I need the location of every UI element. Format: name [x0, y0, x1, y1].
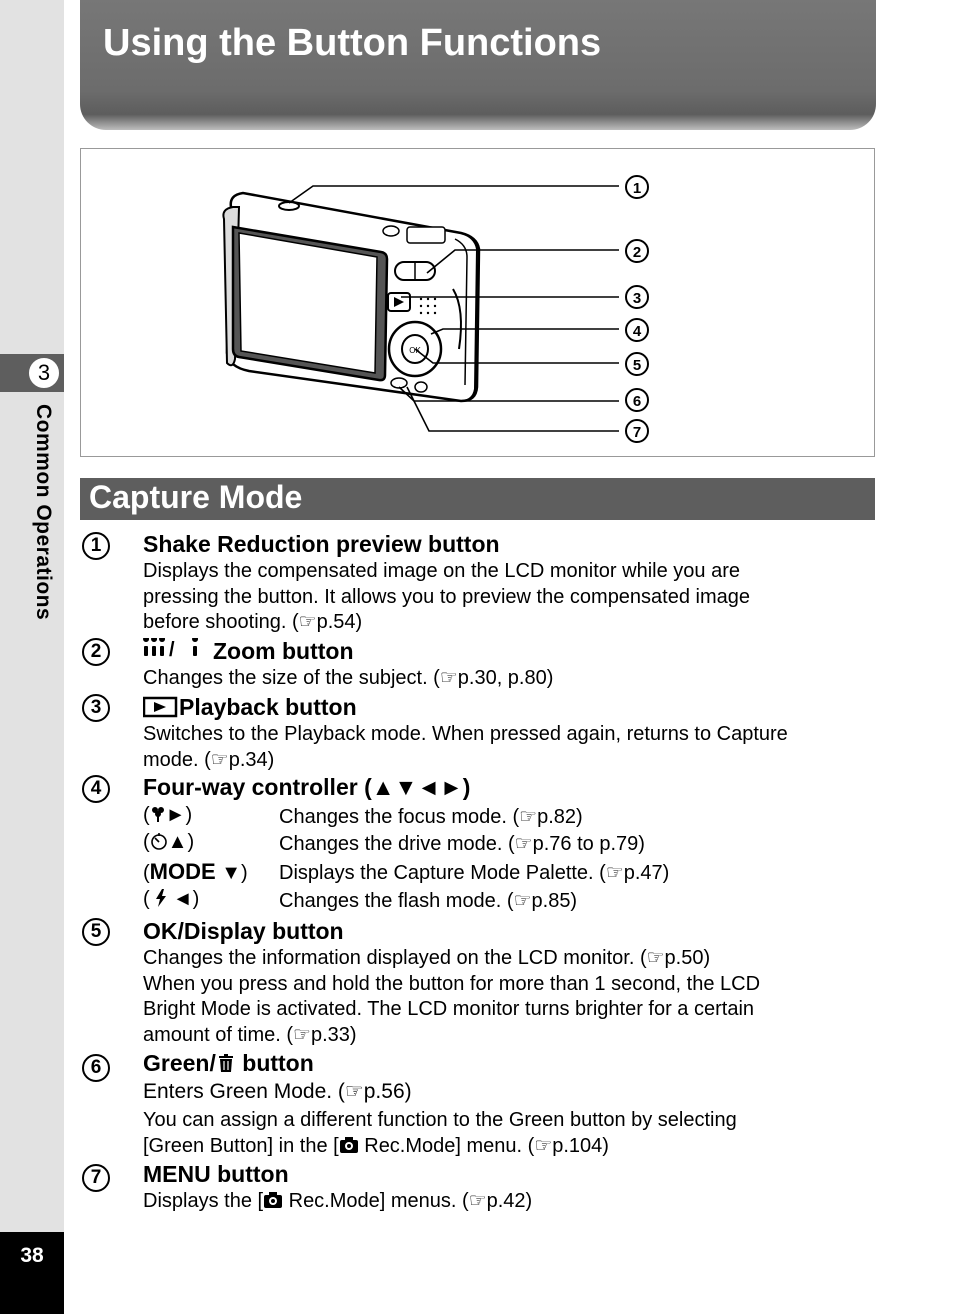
item-body-green-b: You can assign a different function to the Green button by selecting [Green Button] in the [ Rec.Mode] menu. (☞p.104) — [143, 1109, 737, 1157]
header-banner — [80, 0, 876, 130]
callout-2: 2 — [632, 244, 642, 261]
flash-icon — [155, 889, 167, 907]
callout-5: 5 — [632, 357, 642, 374]
wide-tele-icon — [143, 638, 213, 662]
item-title-four-way: Four-way controller (▲▼◄►) — [143, 774, 471, 800]
control-key-timer: ( ▲) — [143, 831, 195, 853]
item-number-4: 4 — [82, 775, 110, 803]
callout-1: 1 — [632, 180, 642, 197]
trash-icon — [216, 1053, 236, 1073]
item-title-zoom: / Zoom button — [143, 638, 354, 665]
item-title-ok-display: OK/Display button — [143, 918, 344, 944]
playback-icon — [143, 696, 179, 718]
chapter-title: Common Operations — [32, 404, 55, 621]
camera-figure — [80, 148, 875, 457]
item-title-green: Green/ button — [143, 1050, 314, 1076]
item-number-6: 6 — [82, 1054, 110, 1082]
item-title-menu: MENU button — [143, 1161, 289, 1187]
callout-4: 4 — [632, 323, 642, 340]
item-number-2: 2 — [82, 638, 110, 666]
item-body-zoom: Changes the size of the subject. (☞p.30, p.80) — [143, 667, 554, 689]
item-body-green-a: Enters Green Mode. (☞p.56) — [143, 1080, 412, 1103]
item-number-5: 5 — [82, 918, 110, 946]
control-key-flash: ( ◄) — [143, 888, 200, 910]
item-number-1: 1 — [82, 532, 110, 560]
item-body-playback: Switches to the Playback mode. When pressed again, returns to Capture mode. (☞p.34) — [143, 723, 788, 771]
camera-icon — [339, 1136, 359, 1154]
callout-7: 7 — [632, 424, 642, 441]
svg-text:/: / — [169, 639, 175, 661]
control-desc-drive: Changes the drive mode. (☞p.76 to p.79) — [279, 833, 645, 855]
section-title: Capture Mode — [89, 479, 303, 515]
svg-text:OK: OK — [409, 346, 421, 355]
side-strip — [0, 0, 64, 1314]
macro-icon — [150, 805, 166, 823]
callout-3: 3 — [632, 290, 642, 307]
control-key-macro: ( ►) — [143, 804, 193, 826]
control-desc-palette: Displays the Capture Mode Palette. (☞p.47) — [279, 862, 670, 884]
item-title-sr-preview: Shake Reduction preview button — [143, 531, 500, 557]
item-number-3: 3 — [82, 694, 110, 722]
control-desc-focus: Changes the focus mode. (☞p.82) — [279, 806, 583, 828]
item-number-7: 7 — [82, 1164, 110, 1192]
callout-6: 6 — [632, 393, 642, 410]
control-desc-flash: Changes the flash mode. (☞p.85) — [279, 890, 578, 912]
four-way-arrows: (▲▼◄►) — [364, 774, 471, 800]
item-body-sr-preview: Displays the compensated image on the LCD monitor while you are pressing the button. It allows you to preview the compensated image before shooting. (☞p.54) — [143, 560, 751, 633]
item-body-menu: Displays the [ Rec.Mode] menus. (☞p.42) — [143, 1190, 533, 1212]
page-number: 38 — [20, 1244, 44, 1267]
control-key-mode: (MODE ▼) — [143, 859, 248, 884]
item-body-ok-display: Changes the information displayed on the LCD monitor. (☞p.50) When you press and hold the button for more than 1 second, the LCD Bright Mode is activated. The LCD monitor turns brighter for a certain amount of time. (☞p.33) — [143, 947, 761, 1046]
item-title-playback: Playback button — [143, 694, 357, 721]
self-timer-icon — [150, 832, 168, 850]
camera-icon — [263, 1191, 283, 1209]
page-title: Using the Button Functions — [103, 22, 602, 64]
chapter-number: 3 — [27, 356, 61, 390]
camera-illustration — [81, 149, 876, 458]
